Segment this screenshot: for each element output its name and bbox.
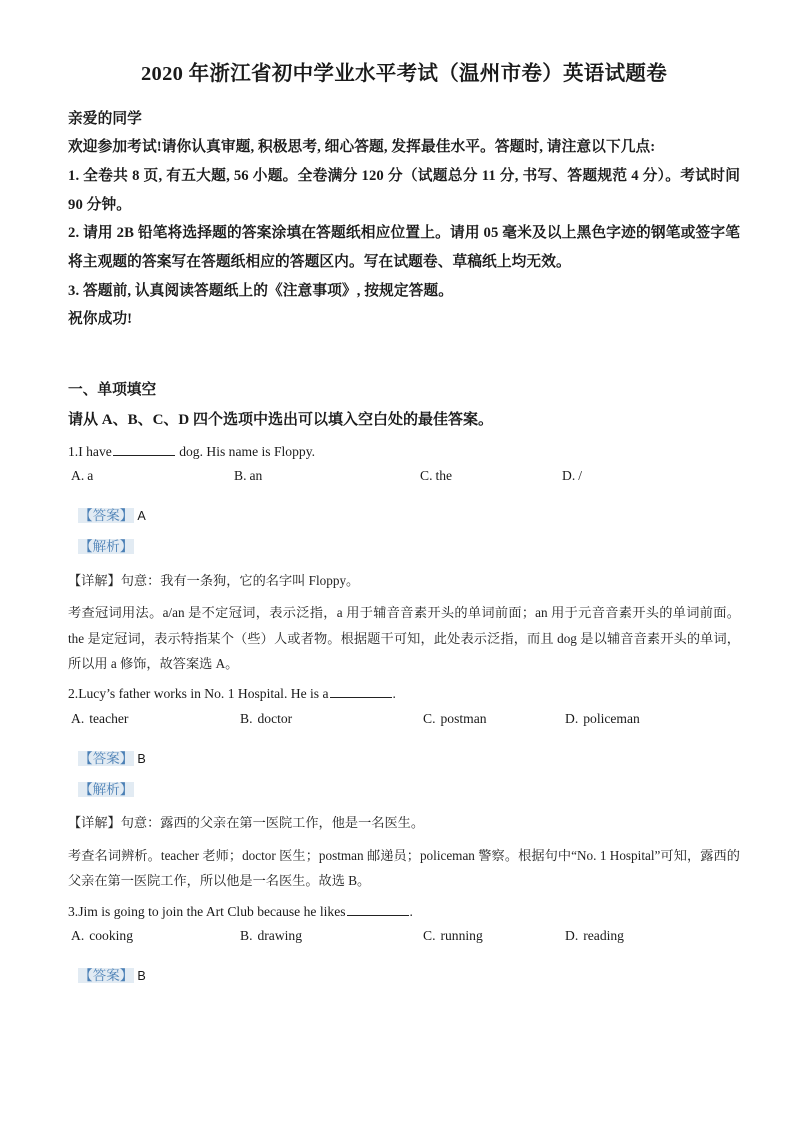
question-stem-after: dog. His name is Floppy. (175, 443, 316, 459)
preamble-block (68, 105, 740, 334)
question-stem (68, 683, 740, 705)
question-item (68, 901, 740, 988)
detail-marker: 【详解】 (68, 815, 121, 831)
option-a[interactable] (71, 926, 133, 946)
question-item (68, 683, 740, 893)
option-a[interactable] (71, 466, 93, 486)
option-c-label: C. (420, 468, 433, 484)
option-b[interactable] (234, 466, 262, 486)
answer-line (78, 965, 740, 987)
answer-value: A (137, 509, 146, 524)
preamble-note-1: 1. 全卷共 8 页, 有五大题, 56 小题。全卷满分 120 分（试题总分 11 分, 书写、答题规范 4 分）。考试时间 90 分钟。 (68, 168, 740, 213)
question-stem-before: Jim is going to join the Art Club because he likes (78, 903, 346, 919)
option-b-label: B. (240, 710, 253, 726)
option-c[interactable] (420, 466, 452, 486)
question-number: 1. (68, 443, 79, 459)
option-c[interactable] (423, 709, 487, 729)
option-row (68, 926, 740, 956)
page-title: 2020 年浙江省初中学业水平考试（温州市卷）英语试题卷 (140, 63, 668, 85)
answer-blank (113, 442, 175, 456)
option-d-label: D. (565, 928, 579, 944)
preamble-wish: 祝你成功! (68, 311, 133, 328)
explanation-paragraph: 考查名词辨析。teacher 老师；doctor 医生；postman 邮递员；policeman 警察。根据句中“No. 1 Hospital”可知，露西的父亲在第一医院工作，所以他是一名医生。故选 B。 (68, 847, 740, 889)
option-c-label: C. (423, 710, 436, 726)
question-stem-after: . (392, 686, 396, 702)
detail-paragraph (68, 810, 740, 835)
option-d[interactable] (565, 926, 624, 946)
option-row (68, 466, 740, 496)
question-stem-before: Lucy’s father works in No. 1 Hospital. He is a (78, 686, 329, 702)
option-a-label: A. (71, 928, 85, 944)
answer-line (78, 748, 740, 770)
analysis-marker: 【解析】 (79, 539, 134, 555)
detail-text: 句意：我有一条狗，它的名字叫 Floppy。 (120, 572, 360, 588)
analysis-line (78, 536, 740, 558)
answer-blank (330, 684, 392, 698)
option-b-label: B. (240, 928, 253, 944)
option-c-text: the (435, 468, 453, 484)
answer-marker: 【答案】 (79, 750, 134, 766)
question-stem-after: . (409, 903, 413, 919)
preamble-note-3: 3. 答题前, 认真阅读答题纸上的《注意事项》, 按规定答题。 (68, 282, 453, 299)
question-stem-before: I have (78, 443, 112, 459)
option-b[interactable] (240, 709, 292, 729)
option-d[interactable] (565, 709, 640, 729)
option-c-label: C. (423, 928, 436, 944)
question-number: 2. (68, 686, 79, 702)
option-b[interactable] (240, 926, 302, 946)
preamble-note-2: 2. 请用 2B 铅笔将选择题的答案涂填在答题纸相应位置上。请用 05 毫米及以上黑色字迹的钢笔或签字笔将主观题的答案写在答题纸相应的答题区内。写在试题卷、草稿纸上均无效。 (68, 225, 740, 270)
section-heading: 一、单项填空 (68, 381, 157, 398)
preamble-welcome: 欢迎参加考试!请你认真审题, 积极思考, 细心答题, 发挥最佳水平。答题时, 请注意以下几点: (68, 139, 656, 156)
detail-paragraph (68, 568, 740, 593)
option-a-label: A. (71, 468, 85, 484)
option-c-text: postman (440, 710, 487, 726)
section-spacer (68, 334, 740, 376)
answer-value: B (137, 751, 146, 766)
question-item (68, 441, 740, 677)
option-a-text: cooking (89, 928, 134, 944)
analysis-marker: 【解析】 (79, 781, 134, 797)
answer-marker: 【答案】 (79, 508, 134, 524)
detail-marker: 【详解】 (68, 572, 121, 588)
option-a-text: a (87, 468, 94, 484)
option-b-label: B. (234, 468, 247, 484)
explanation-paragraph: 考查冠词用法。a/an 是不定冠词，表示泛指，a 用于辅音音素开头的单词前面；an 用于元音音素开头的单词前面。the 是定冠词，表示特指某个（些）人或者物。根据题干可知，此处表示泛指，而且 dog 是以辅音音素开头的单词，所以用 a 修饰，故答案选 A。 (68, 605, 740, 671)
option-d-text: policeman (583, 710, 640, 726)
option-d-label: D. (562, 468, 576, 484)
option-b-text: an (249, 468, 263, 484)
question-stem (68, 901, 740, 923)
option-b-text: drawing (257, 928, 303, 944)
preamble-greeting: 亲爱的同学 (68, 110, 142, 127)
option-b-text: doctor (257, 710, 293, 726)
question-number: 3. (68, 903, 79, 919)
option-c-text: running (440, 928, 483, 944)
option-d-text: reading (583, 928, 624, 944)
answer-marker: 【答案】 (79, 968, 134, 984)
answer-line (78, 505, 740, 527)
option-d[interactable] (562, 466, 582, 486)
option-a[interactable] (71, 709, 128, 729)
answer-value: B (137, 969, 146, 984)
section-subheading: 请从 A、B、C、D 四个选项中选出可以填入空白处的最佳答案。 (68, 411, 494, 428)
option-a-text: teacher (89, 710, 129, 726)
option-row (68, 709, 740, 739)
option-d-text: / (578, 468, 582, 484)
analysis-line (78, 779, 740, 801)
option-a-label: A. (71, 710, 85, 726)
option-d-label: D. (565, 710, 579, 726)
answer-blank (347, 902, 409, 916)
option-c[interactable] (423, 926, 483, 946)
detail-text: 句意：露西的父亲在第一医院工作，他是一名医生。 (120, 815, 425, 831)
question-stem (68, 441, 740, 463)
